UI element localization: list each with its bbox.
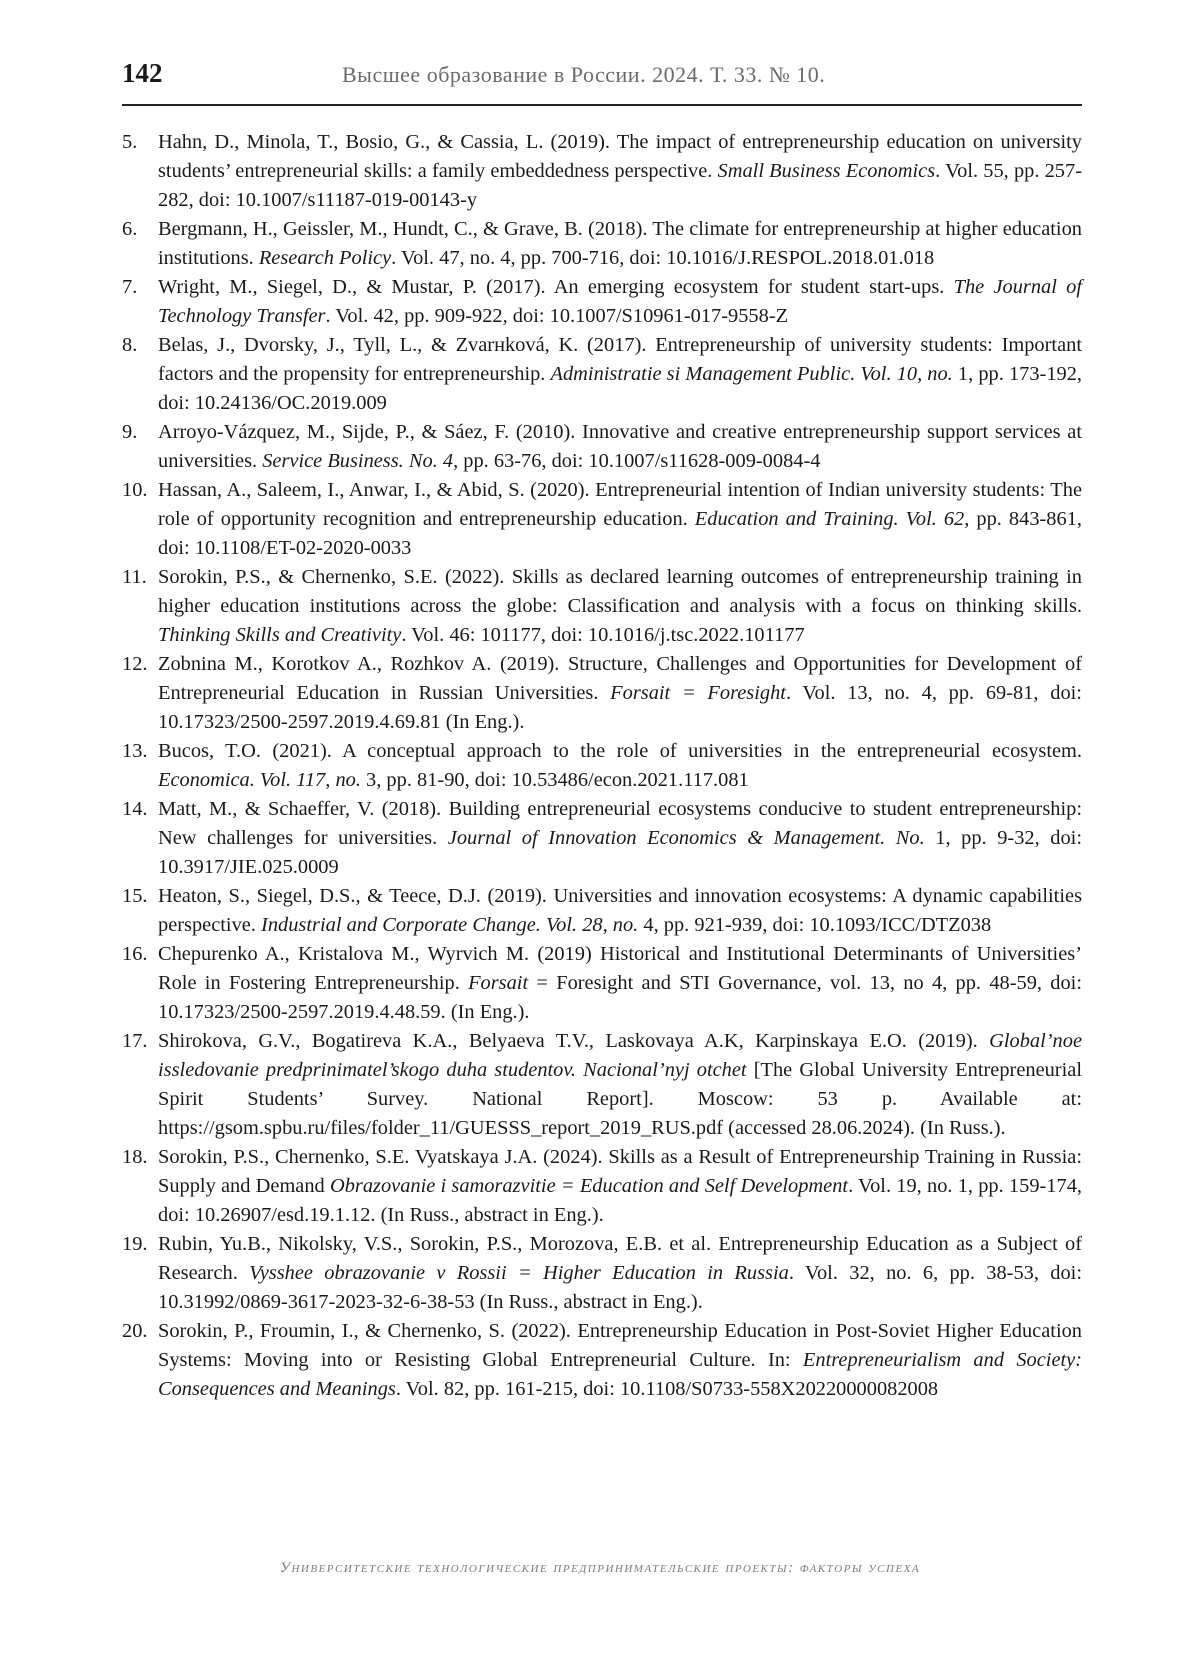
source-title: Administratie si Management Public. Vol. 10, no. <box>550 363 953 385</box>
reference-text: Hahn, D., Minola, T., Bosio, G., & Cassia, L. (2019). The impact of entrepreneurship education on university students’ entrepreneurial skills: a family embeddedness perspective. Small Business Economics. Vol. 55, pp. 257-282, doi: 10.1007/s11187-019-00143-y <box>158 131 1082 211</box>
source-title: Education and Training. Vol. 62 <box>694 508 965 530</box>
reference-number: 7. <box>122 276 138 298</box>
reference-number: 18. <box>122 1146 148 1168</box>
reference-number: 16. <box>122 943 148 965</box>
source-title: Research Policy <box>258 247 392 269</box>
reference-number: 17. <box>122 1030 148 1052</box>
reference-number: 15. <box>122 885 148 907</box>
reference-item <box>122 476 1082 563</box>
reference-number: 14. <box>122 798 148 820</box>
reference-number: 19. <box>122 1233 148 1255</box>
reference-text: Wright, M., Siegel, D., & Mustar, P. (2017). An emerging ecosystem for student start-ups. The Journal of Technology Transfer. Vol. 42, pp. 909-922, doi: 10.1007/S10961-017-9558-Z <box>158 276 1083 327</box>
reference-number: 20. <box>122 1320 148 1342</box>
reference-text: Heaton, S., Siegel, D.S., & Teece, D.J. (2019). Universities and innovation ecosystems: A dynamic capabilities perspective. Industrial and Corporate Change. Vol. 28, no. 4, pp. 921-939, doi: 10.1093/ICC/DTZ038 <box>158 885 1082 936</box>
reference-item <box>122 795 1082 882</box>
reference-number: 11. <box>122 566 147 588</box>
reference-text: Sorokin, P., Froumin, I., & Chernenko, S. (2022). Entrepreneurship Education in Post-Soviet Higher Education Systems: Moving into or Resisting Global Entrepreneurial Culture. In: Entrepreneurialism and Society: Consequences and Meanings. Vol. 82, pp. 161-215, doi: 10.1108/S0733-558X20220000082008 <box>158 1320 1083 1400</box>
reference-item <box>122 650 1082 737</box>
reference-text: Chepurenko A., Kristalova M., Wyrvich M. (2019) Historical and Institutional Determinants of Universities’ Role in Fostering Entrepreneurship. Forsait = Foresight and STI Governance, vol. 13, no 4, pp. 48-59, doi: 10.17323/2500-2597.2019.4.48.59. (In Eng.). <box>158 943 1083 1023</box>
reference-number: 6. <box>122 218 138 240</box>
journal-running-head: Высшее образование в России. 2024. Т. 33. № 10. <box>342 62 826 87</box>
reference-item <box>122 882 1082 940</box>
source-title: Entrepreneurialism and Society: Consequences and Meanings <box>158 1349 1083 1400</box>
source-title: Global’noe issledovanie predprinimatel’skogo duha studentov. Nacional’nyj otchet <box>158 1030 1082 1081</box>
reference-text: Sorokin, P.S., Chernenko, S.E. Vyatskaya J.A. (2024). Skills as a Result of Entrepreneurship Training in Russia: Supply and Demand Obrazovanie i samorazvitie = Education and Self Development. Vol. 19, no. 1, pp. 159-174, doi: 10.26907/esd.19.1.12. (In Russ., abstract in Eng.). <box>158 1146 1082 1226</box>
source-title: Forsait = Foresight <box>610 682 786 704</box>
reference-number: 13. <box>122 740 148 762</box>
reference-text: Arroyo-Vázquez, M., Sijde, P., & Sáez, F. (2010). Innovative and creative entrepreneurship support services at universities. Service Business. No. 4, pp. 63-76, doi: 10.1007/s11628-009-0084-4 <box>158 421 1082 472</box>
reference-item <box>122 1230 1082 1317</box>
reference-text: Sorokin, P.S., & Chernenko, S.E. (2022). Skills as declared learning outcomes of entrepreneurship training in higher education institutions across the globe: Classification and analysis with a focus on thinking skills. Thinking Skills and Creativity. Vol. 46: 101177, doi: 10.1016/j.tsc.2022.101177 <box>158 566 1082 646</box>
source-title: Small Business Economics <box>717 160 936 182</box>
reference-number: 12. <box>122 653 148 675</box>
reference-item <box>122 1143 1082 1230</box>
reference-text: Matt, M., & Schaeffer, V. (2018). Building entrepreneurial ecosystems conducive to student entrepreneurship: New challenges for universities. Journal of Innovation Economics & Management. No. 1, pp. 9-32, doi: 10.3917/JIE.025.0009 <box>158 798 1083 878</box>
reference-item <box>122 128 1082 215</box>
reference-text: Bucos, T.O. (2021). A conceptual approach to the role of universities in the entrepreneurial ecosystem. Economica. Vol. 117, no. 3, pp. 81-90, doi: 10.53486/econ.2021.117.081 <box>158 740 1082 791</box>
reference-text: Rubin, Yu.B., Nikolsky, V.S., Sorokin, P.S., Morozova, E.B. et al. Entrepreneurship Education as a Subject of Research. Vysshee obrazovanie v Rossii = Higher Education in Russia. Vol. 32, no. 6, pp. 38-53, doi: 10.31992/0869-3617-2023-32-6-38-53 (In Russ., abstract in Eng.). <box>158 1233 1083 1313</box>
reference-text: Shirokova, G.V., Bogatireva K.A., Belyaeva T.V., Laskovaya A.K, Karpinskaya E.O. (2019). Global’noe issledovanie predprinimatel’skogo duha studentov. Nacional’nyj otchet [The Global University Entrepreneurial Spirit Students’ Survey. National Report]. Moscow: 53 p. Available at: https://gsom.spbu.ru/files/folder_11/GUESSS_report_2019_RUS.pdf (accessed 28.06.2024). (In Russ.). <box>158 1030 1082 1139</box>
source-title: Forsait <box>468 972 529 994</box>
reference-item <box>122 563 1082 650</box>
page-header <box>122 58 1082 106</box>
reference-number: 8. <box>122 334 138 356</box>
reference-number: 9. <box>122 421 138 443</box>
source-title: Thinking Skills and Creativity <box>158 624 402 646</box>
reference-item <box>122 940 1082 1027</box>
reference-item <box>122 418 1082 476</box>
reference-item <box>122 1317 1082 1404</box>
reference-item <box>122 737 1082 795</box>
running-title-footer: Университетские технологические предпринимательские проекты: факторы успеха <box>279 1560 921 1576</box>
source-title: Obrazovanie i samorazvitie = Education and Self Development <box>329 1175 849 1197</box>
reference-list <box>122 128 1082 1404</box>
page-number: 142 <box>122 58 163 88</box>
reference-item <box>122 331 1082 418</box>
reference-text: Belas, J., Dvorsky, J., Tyll, L., & Zvarнková, K. (2017). Entrepreneurship of university students: Important factors and the propensity for entrepreneurship. Administratie si Management Public. Vol. 10, no. 1, pp. 173-192, doi: 10.24136/OC.2019.009 <box>158 334 1083 414</box>
reference-number: 5. <box>122 131 138 153</box>
source-title: Vysshee obrazovanie v Rossii = Higher Education in Russia <box>249 1262 789 1284</box>
source-title: Service Business. No. 4 <box>262 450 454 472</box>
reference-text: Zobnina M., Korotkov A., Rozhkov A. (2019). Structure, Challenges and Opportunities for Development of Entrepreneurial Education in Russian Universities. Forsait = Foresight. Vol. 13, no. 4, pp. 69-81, doi: 10.17323/2500-2597.2019.4.69.81 (In Eng.). <box>158 653 1082 733</box>
reference-text: Bergmann, H., Geissler, M., Hundt, C., & Grave, B. (2018). The climate for entrepreneurship at higher education institutions. Research Policy. Vol. 47, no. 4, pp. 700-716, doi: 10.1016/J.RESPOL.2018.01.018 <box>158 218 1082 269</box>
reference-item <box>122 273 1082 331</box>
source-title: Industrial and Corporate Change. Vol. 28, no. <box>261 914 639 936</box>
reference-text: Hassan, A., Saleem, I., Anwar, I., & Abid, S. (2020). Entrepreneurial intention of Indian university students: The role of opportunity recognition and entrepreneurship education. Education and Training. Vol. 62, pp. 843-861, doi: 10.1108/ET-02-2020-0033 <box>158 479 1082 559</box>
reference-number: 10. <box>122 479 148 501</box>
reference-item <box>122 215 1082 273</box>
source-title: The Journal of Technology Transfer <box>158 276 1083 327</box>
reference-item <box>122 1027 1082 1143</box>
source-title: Economica. Vol. 117, no. <box>158 769 361 791</box>
source-title: Journal of Innovation Economics & Management. No. <box>447 827 925 849</box>
